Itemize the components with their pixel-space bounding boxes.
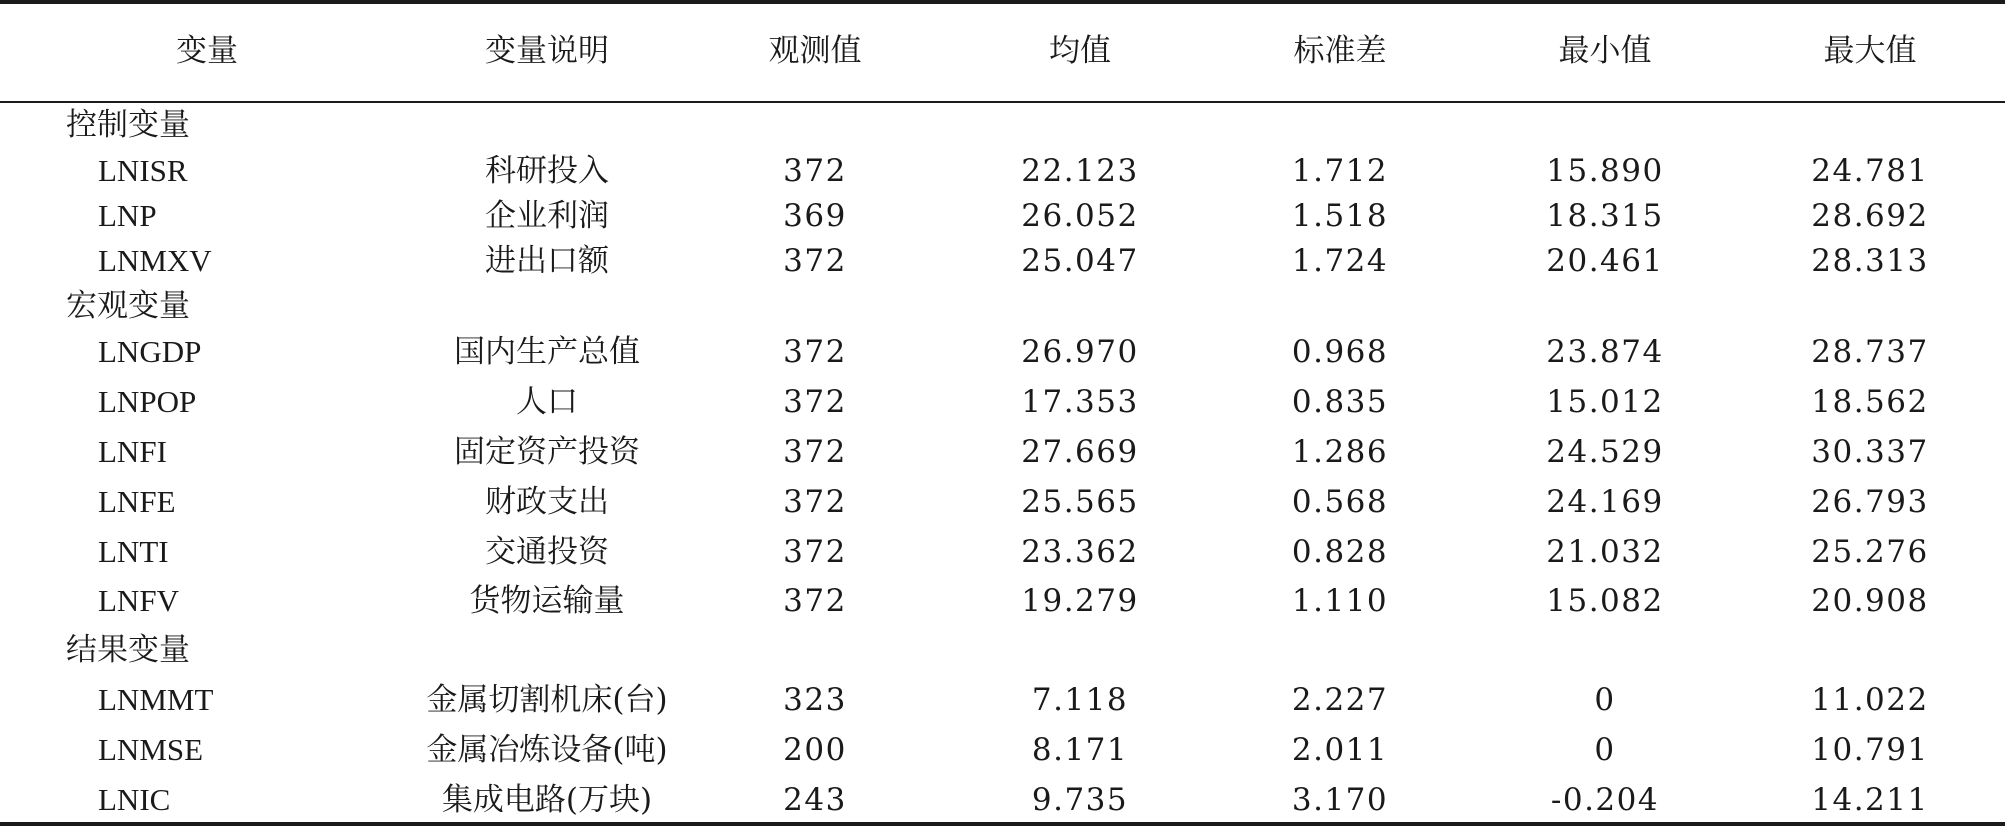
cell-mean: 7.118 (1031, 682, 1129, 718)
cell-min: 20.461 (1546, 243, 1664, 279)
cell-std-dev: 1.518 (1291, 198, 1389, 234)
cell-description: 金属切割机床(台) (426, 682, 668, 718)
cell-variable: LNIC (98, 782, 171, 817)
cell-mean: 26.052 (1021, 198, 1139, 234)
cell-max: 26.793 (1811, 484, 1929, 520)
table-row (0, 581, 2005, 621)
group-label-control: 控制变量 (66, 107, 190, 143)
cell-min: 21.032 (1546, 534, 1664, 570)
table-row (0, 332, 2005, 372)
table-row (0, 241, 2005, 281)
cell-max: 28.313 (1811, 243, 1929, 279)
cell-std-dev: 1.110 (1291, 583, 1389, 619)
cell-max: 18.562 (1811, 384, 1929, 420)
table-row (0, 382, 2005, 422)
cell-min: 15.012 (1546, 384, 1664, 420)
cell-max: 25.276 (1811, 534, 1929, 570)
cell-std-dev: 1.286 (1291, 434, 1389, 470)
cell-observations: 372 (783, 434, 847, 470)
cell-mean: 19.279 (1021, 583, 1139, 619)
cell-min: 23.874 (1546, 334, 1664, 370)
cell-mean: 26.970 (1021, 334, 1139, 370)
cell-description: 货物运输量 (469, 583, 625, 619)
cell-observations: 243 (783, 782, 847, 818)
cell-observations: 372 (783, 384, 847, 420)
cell-min: 0 (1594, 732, 1616, 768)
table-bottom-rule (0, 822, 2005, 826)
table-top-rule (0, 0, 2005, 4)
table-row (0, 432, 2005, 472)
header-mean: 均值 (1049, 33, 1111, 69)
table-row (0, 780, 2005, 820)
table-row (0, 730, 2005, 770)
table-row (0, 532, 2005, 572)
header-max: 最大值 (1823, 33, 1917, 69)
cell-observations: 372 (783, 583, 847, 619)
cell-description: 人口 (516, 384, 578, 420)
cell-observations: 372 (783, 153, 847, 189)
cell-variable: LNMSE (98, 732, 204, 767)
cell-variable: LNFV (98, 583, 179, 618)
cell-std-dev: 2.011 (1291, 732, 1389, 768)
group-label-outcome: 结果变量 (66, 632, 190, 668)
cell-std-dev: 0.568 (1291, 484, 1389, 520)
cell-std-dev: 0.835 (1291, 384, 1389, 420)
cell-max: 20.908 (1811, 583, 1929, 619)
cell-max: 30.337 (1811, 434, 1929, 470)
cell-mean: 8.171 (1031, 732, 1129, 768)
cell-min: 15.890 (1546, 153, 1664, 189)
group-label-macro: 宏观变量 (66, 288, 190, 324)
cell-max: 28.692 (1811, 198, 1929, 234)
cell-variable: LNMXV (98, 243, 212, 278)
cell-min: 24.169 (1546, 484, 1664, 520)
cell-description: 企业利润 (485, 198, 609, 234)
cell-std-dev: 0.828 (1291, 534, 1389, 570)
header-variable: 变量 (176, 33, 238, 69)
cell-mean: 22.123 (1021, 153, 1139, 189)
cell-variable: LNPOP (98, 384, 197, 419)
cell-std-dev: 0.968 (1291, 334, 1389, 370)
cell-observations: 372 (783, 334, 847, 370)
table-header-rule (0, 101, 2005, 103)
table-row (0, 680, 2005, 720)
cell-observations: 372 (783, 534, 847, 570)
cell-description: 国内生产总值 (454, 334, 640, 370)
cell-observations: 369 (783, 198, 847, 234)
table-row (0, 196, 2005, 236)
cell-description: 金属冶炼设备(吨) (426, 732, 668, 768)
header-description: 变量说明 (485, 33, 609, 69)
cell-observations: 372 (783, 484, 847, 520)
cell-mean: 27.669 (1021, 434, 1139, 470)
cell-variable: LNFE (98, 484, 176, 519)
cell-description: 进出口额 (485, 243, 609, 279)
cell-min: 18.315 (1546, 198, 1664, 234)
cell-std-dev: 1.712 (1291, 153, 1389, 189)
cell-min: 0 (1594, 682, 1616, 718)
cell-variable: LNP (98, 198, 157, 233)
header-std-dev: 标准差 (1293, 33, 1387, 69)
cell-min: -0.204 (1550, 782, 1660, 818)
header-observations: 观测值 (768, 33, 862, 69)
table-row (0, 151, 2005, 191)
cell-mean: 25.047 (1021, 243, 1139, 279)
cell-variable: LNTI (98, 534, 169, 569)
cell-description: 科研投入 (485, 153, 609, 189)
cell-description: 固定资产投资 (454, 434, 640, 470)
cell-std-dev: 1.724 (1291, 243, 1389, 279)
cell-mean: 17.353 (1021, 384, 1139, 420)
cell-max: 11.022 (1811, 682, 1929, 718)
cell-variable: LNFI (98, 434, 167, 469)
cell-mean: 23.362 (1021, 534, 1139, 570)
cell-observations: 372 (783, 243, 847, 279)
table-row (0, 482, 2005, 522)
header-min: 最小值 (1558, 33, 1652, 69)
cell-observations: 200 (783, 732, 847, 768)
cell-max: 28.737 (1811, 334, 1929, 370)
cell-max: 14.211 (1811, 782, 1929, 818)
cell-variable: LNMMT (98, 682, 214, 717)
cell-description: 集成电路(万块) (441, 782, 653, 818)
cell-max: 24.781 (1811, 153, 1929, 189)
cell-min: 24.529 (1546, 434, 1664, 470)
cell-max: 10.791 (1811, 732, 1929, 768)
cell-variable: LNISR (98, 153, 188, 188)
cell-mean: 9.735 (1031, 782, 1129, 818)
cell-variable: LNGDP (98, 334, 202, 369)
cell-observations: 323 (783, 682, 847, 718)
table-header-row (0, 31, 2005, 71)
cell-description: 财政支出 (485, 484, 609, 520)
cell-std-dev: 3.170 (1291, 782, 1389, 818)
cell-mean: 25.565 (1021, 484, 1139, 520)
cell-std-dev: 2.227 (1291, 682, 1389, 718)
cell-min: 15.082 (1546, 583, 1664, 619)
cell-description: 交通投资 (485, 534, 609, 570)
